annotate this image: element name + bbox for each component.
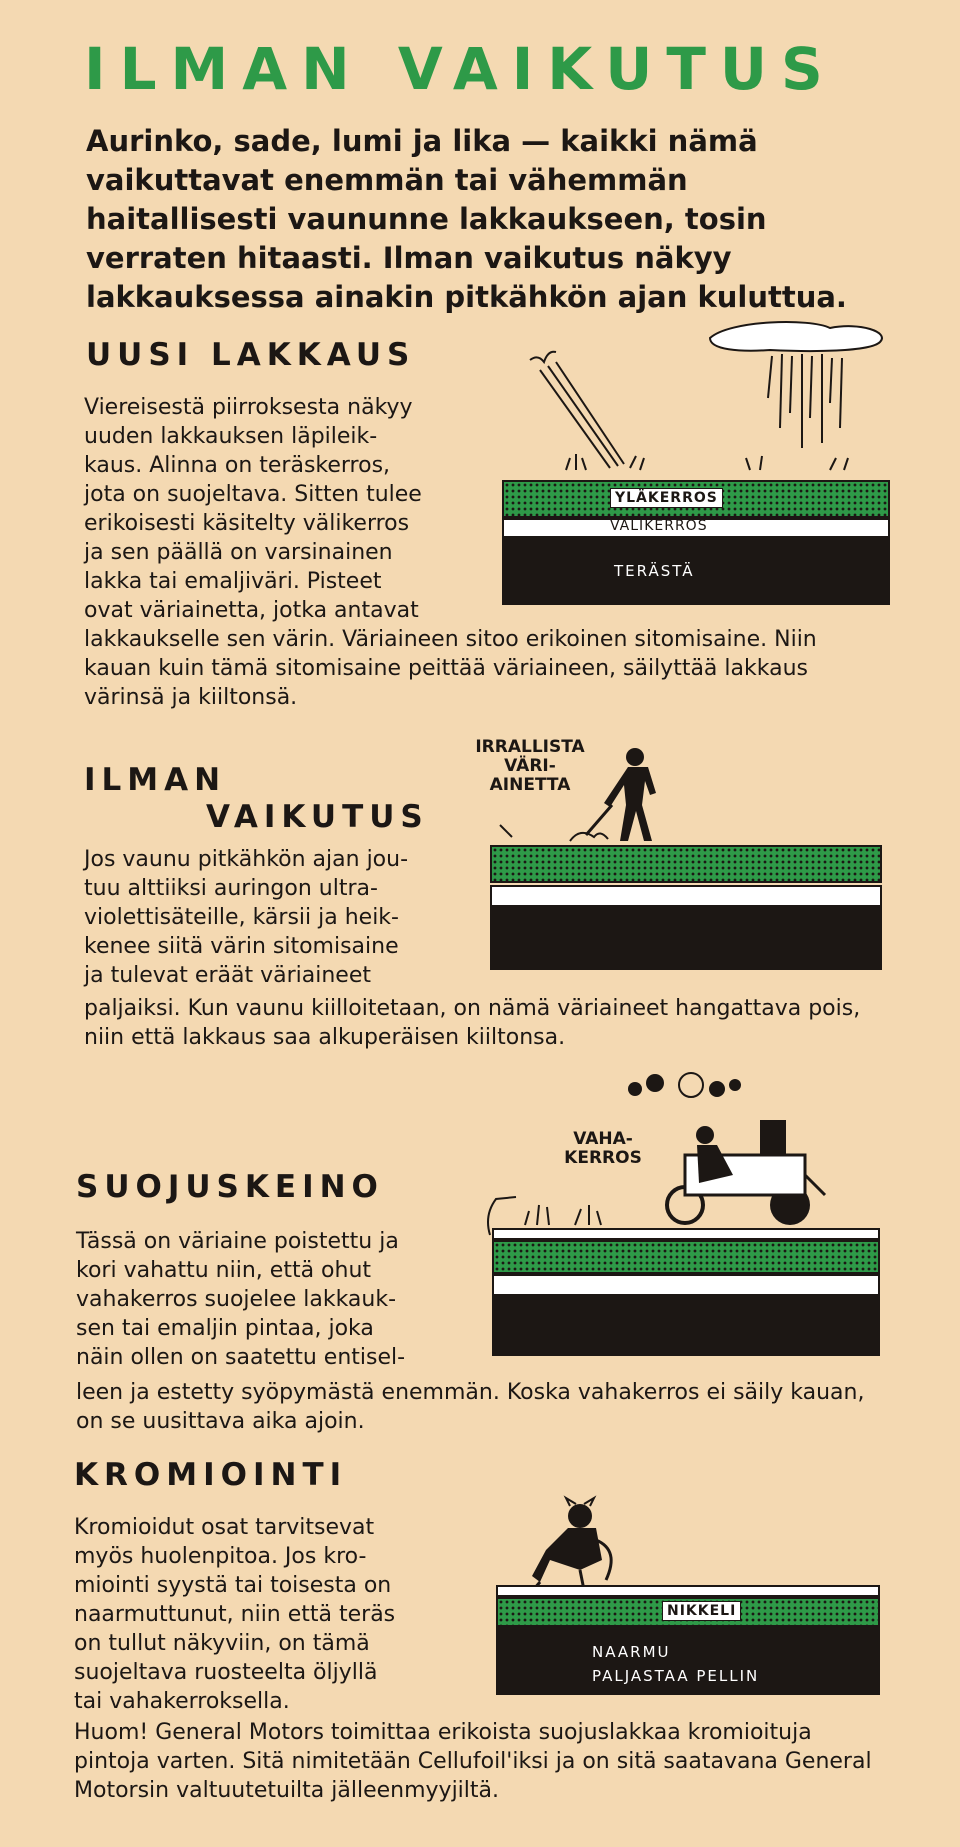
weathered-lacquer-diagram <box>490 845 882 970</box>
text-line: ovat väriainetta, jotka antavat <box>84 598 419 623</box>
suojuskeino-full-text: leen ja estetty syöpymästä enemmän. Koska vahakerros ei säily kauan, on se uusittava aika ajoin. <box>76 1380 865 1434</box>
suojuskeino-wrapped-text <box>76 1227 486 1372</box>
middle-layer-label: VÄLIKERROS <box>610 518 708 534</box>
page-title: ILMAN VAIKUTUS <box>84 35 837 103</box>
weather-illustration <box>510 318 900 478</box>
chrome-scratch-diagram <box>496 1585 880 1695</box>
text-line: Jos vaunu pitkähkön ajan jou- <box>84 847 409 872</box>
top-layer <box>490 845 882 883</box>
heading-uusi-lakkaus: UUSI LAKKAUS <box>86 337 416 373</box>
text-line: tuu alttiiksi auringon ultra- <box>84 876 378 901</box>
text-line: miointi syystä tai toisesta on <box>74 1573 392 1598</box>
worker-head-icon <box>626 748 644 766</box>
text-line: kori vahattu niin, että ohut <box>76 1258 372 1283</box>
text-line: suojeltava ruosteelta öljyllä <box>74 1660 378 1685</box>
ilman-full-text: paljaiksi. Kun vaunu kiilloitetaan, on nämä väriaineet hangattava pois, niin että lakkaus saa alkuperäisen kiiltonsa. <box>84 996 861 1050</box>
text-line: violettisäteille, kärsii ja heik- <box>84 905 399 930</box>
callout-line: IRRALLISTA <box>475 737 585 757</box>
text-line: jota on suojeltava. Sitten tulee <box>84 482 422 507</box>
steel-layer <box>492 1296 880 1356</box>
kromiointi-full-text: Huom! General Motors toimittaa erikoista suojuslakkaa kromioituja pintoja varten. Sitä nimitetään Cellufoil'iksi ja on sitä saatavana General Motorsin valtuutetuilta jälleenmyyjiltä. <box>74 1720 872 1803</box>
heading-ilman-line1: ILMAN <box>84 762 227 798</box>
callout-line: AINETTA <box>489 775 571 795</box>
text-line: Tässä on väriaine poistettu ja <box>76 1229 399 1254</box>
text-line: uuden lakkauksen läpileik- <box>84 424 378 449</box>
scratch-label-line2: PALJASTAA PELLIN <box>592 1667 760 1685</box>
smoke-icon <box>628 1073 741 1097</box>
text-line: Viereisestä piirroksesta näkyy <box>84 395 413 420</box>
steel-layer <box>502 538 890 605</box>
new-lacquer-diagram <box>502 480 890 605</box>
chrome-top-line <box>496 1585 880 1597</box>
text-line: erikoisesti käsitelty välikerros <box>84 511 410 536</box>
uusi-lakkaus-full-text: lakkaukselle sen värin. Väriaineen sitoo erikoinen sitomisaine. Niin kauan kuin tämä sitomisaine peittää väriaineen, säilyttää lakkaus värinsä ja kiiltonsä. <box>84 627 817 710</box>
uusi-lakkaus-wrapped-text <box>84 393 484 625</box>
waxed-lacquer-diagram <box>492 1228 880 1356</box>
machine-icon <box>667 1120 825 1225</box>
text-line: naarmuttunut, niin että teräs <box>74 1602 396 1627</box>
text-line: näin ollen on saatettu entisel- <box>76 1345 406 1370</box>
sun-rays-icon <box>530 352 624 468</box>
rain-icon <box>768 354 842 448</box>
text-line: lakka tai emaljiväri. Pisteet <box>84 569 382 594</box>
splash-marks <box>566 454 848 470</box>
text-line: kaus. Alinna on teräskerros, <box>84 453 391 478</box>
callout-line: VÄRI- <box>504 756 556 776</box>
worker-illustration <box>500 745 700 845</box>
worker-body-icon <box>604 767 656 841</box>
text-line: vahakerros suojelee lakkauk- <box>76 1287 397 1312</box>
top-layer-label: YLÄKERROS <box>610 488 723 508</box>
imp-head-icon <box>568 1504 592 1528</box>
steel-layer <box>490 907 882 970</box>
heading-ilman-line2: VAIKUTUS <box>206 799 429 835</box>
middle-layer <box>490 885 882 907</box>
cloud-icon <box>710 322 882 351</box>
middle-layer <box>492 1274 880 1296</box>
text-line: ja tulevat eräät väriaineet <box>84 963 371 988</box>
nickel-label: NIKKELI <box>662 1601 741 1621</box>
steel-layer-label: TERÄSTÄ <box>614 562 695 580</box>
shine-marks <box>525 1205 601 1225</box>
callout-line: KERROS <box>564 1148 642 1168</box>
intro-paragraph: Aurinko, sade, lumi ja lika — kaikki nämä vaikuttavat enemmän tai vähemmän haitallisesti vaununne lakkaukseen, tosin verraten hitaasti. Ilman vaikutus näkyy lakkauksessa ainakin pitkähkön ajan kuluttua. <box>86 124 847 314</box>
text-line: tai vahakerroksella. <box>74 1689 290 1714</box>
wax-layer <box>492 1228 880 1240</box>
ilman-wrapped-text <box>84 845 484 990</box>
top-layer <box>492 1240 880 1274</box>
text-line: ja sen päällä on varsinainen <box>84 540 393 565</box>
text-line: sen tai emaljin pintaa, joka <box>76 1316 374 1341</box>
kromiointi-wrapped-text <box>74 1513 484 1716</box>
text-line: Kromioidut osat tarvitsevat <box>74 1515 375 1540</box>
heading-suojuskeino: SUOJUSKEINO <box>76 1169 384 1205</box>
callout-line: VAHA- <box>573 1129 633 1149</box>
text-line: on tullut näkyviin, on tämä <box>74 1631 370 1656</box>
polishing-machine-illustration <box>485 1075 885 1230</box>
scratch-label-line1: NAARMU <box>592 1643 671 1661</box>
text-line: kenee siitä värin sitomisaine <box>84 934 399 959</box>
text-line: myös huolenpitoa. Jos kro- <box>74 1544 367 1569</box>
shovel-icon <box>586 805 612 835</box>
heading-kromiointi: KROMIOINTI <box>74 1457 348 1493</box>
